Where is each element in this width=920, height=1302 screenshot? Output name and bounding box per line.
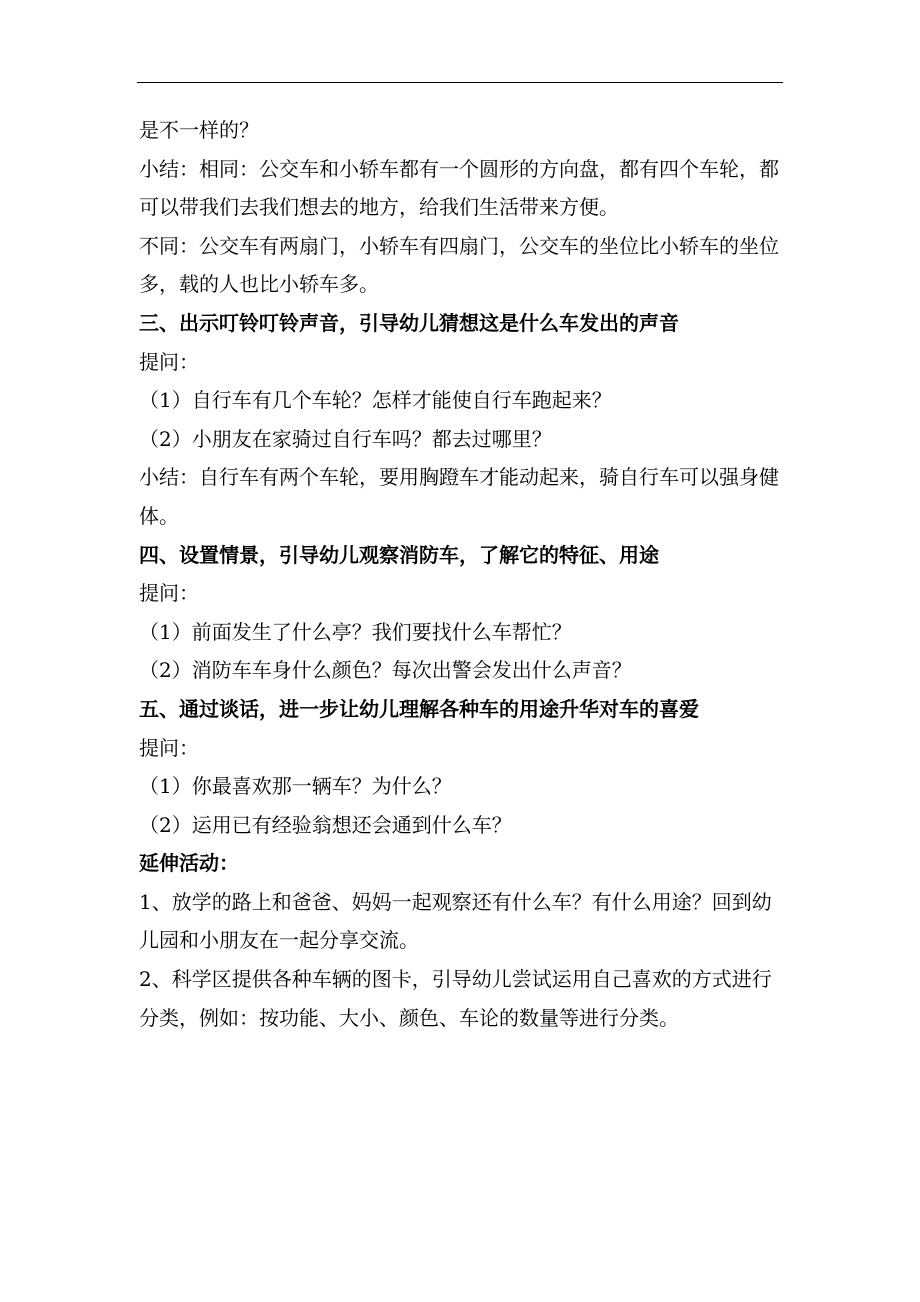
list-item: 1、放学的路上和爸爸、妈妈一起观察还有什么车？有什么用途？回到幼儿园和小朋友在一起分享交流。 <box>139 889 772 953</box>
paragraph: 提问： <box>139 581 199 606</box>
section-heading: 延伸活动： <box>139 851 239 876</box>
section-heading: 四、设置情景，引导幼儿观察消防车，了解它的特征、用途 <box>139 542 659 567</box>
list-item: （1）你最喜欢那一辆车？为什么？ <box>139 774 452 799</box>
list-item: 2、科学区提供各种车辆的图卡，引导幼儿尝试运用自己喜欢的方式进行分类，例如：按功能、大小、颜色、车论的数量等进行分类。 <box>139 967 772 1030</box>
paragraph: 提问： <box>139 735 199 760</box>
paragraph: 小结：自行车有两个车轮，要用胸蹬车才能动起来，骑自行车可以强身健体。 <box>139 465 779 528</box>
paragraph: 不同：公交车有两扇门，小轿车有四扇门，公交车的坐位比小轿车的坐位多，载的人也比小轿车多。 <box>139 233 779 297</box>
list-item: （2）消防车车身什么颜色？每次出警会发出什么声音？ <box>139 658 632 683</box>
section-heading: 三、出示叮铃叮铃声音，引导幼儿猜想这是什么车发出的声音 <box>139 310 679 335</box>
list-item: （1）前面发生了什么亭？我们要找什么车帮忙？ <box>139 619 572 644</box>
paragraph: 是不一样的？ <box>139 118 259 142</box>
document-body <box>139 111 787 1037</box>
section-heading: 五、通过谈话，进一步让幼儿理解各种车的用途升华对车的喜爱 <box>139 696 699 721</box>
list-item: （2）小朋友在家骑过自行车吗？都去过哪里？ <box>139 426 552 451</box>
paragraph: 小结：相同：公交车和小轿车都有一个圆形的方向盘，都有四个车轮，都可以带我们去我们想去的地方，给我们生活带来方便。 <box>139 156 779 220</box>
list-item: （1）自行车有几个车轮？怎样才能使自行车跑起来？ <box>139 388 612 413</box>
list-item: （2）运用已有经验翁想还会通到什么车？ <box>139 812 512 837</box>
paragraph: 提问： <box>139 349 199 374</box>
header-rule <box>137 82 783 83</box>
